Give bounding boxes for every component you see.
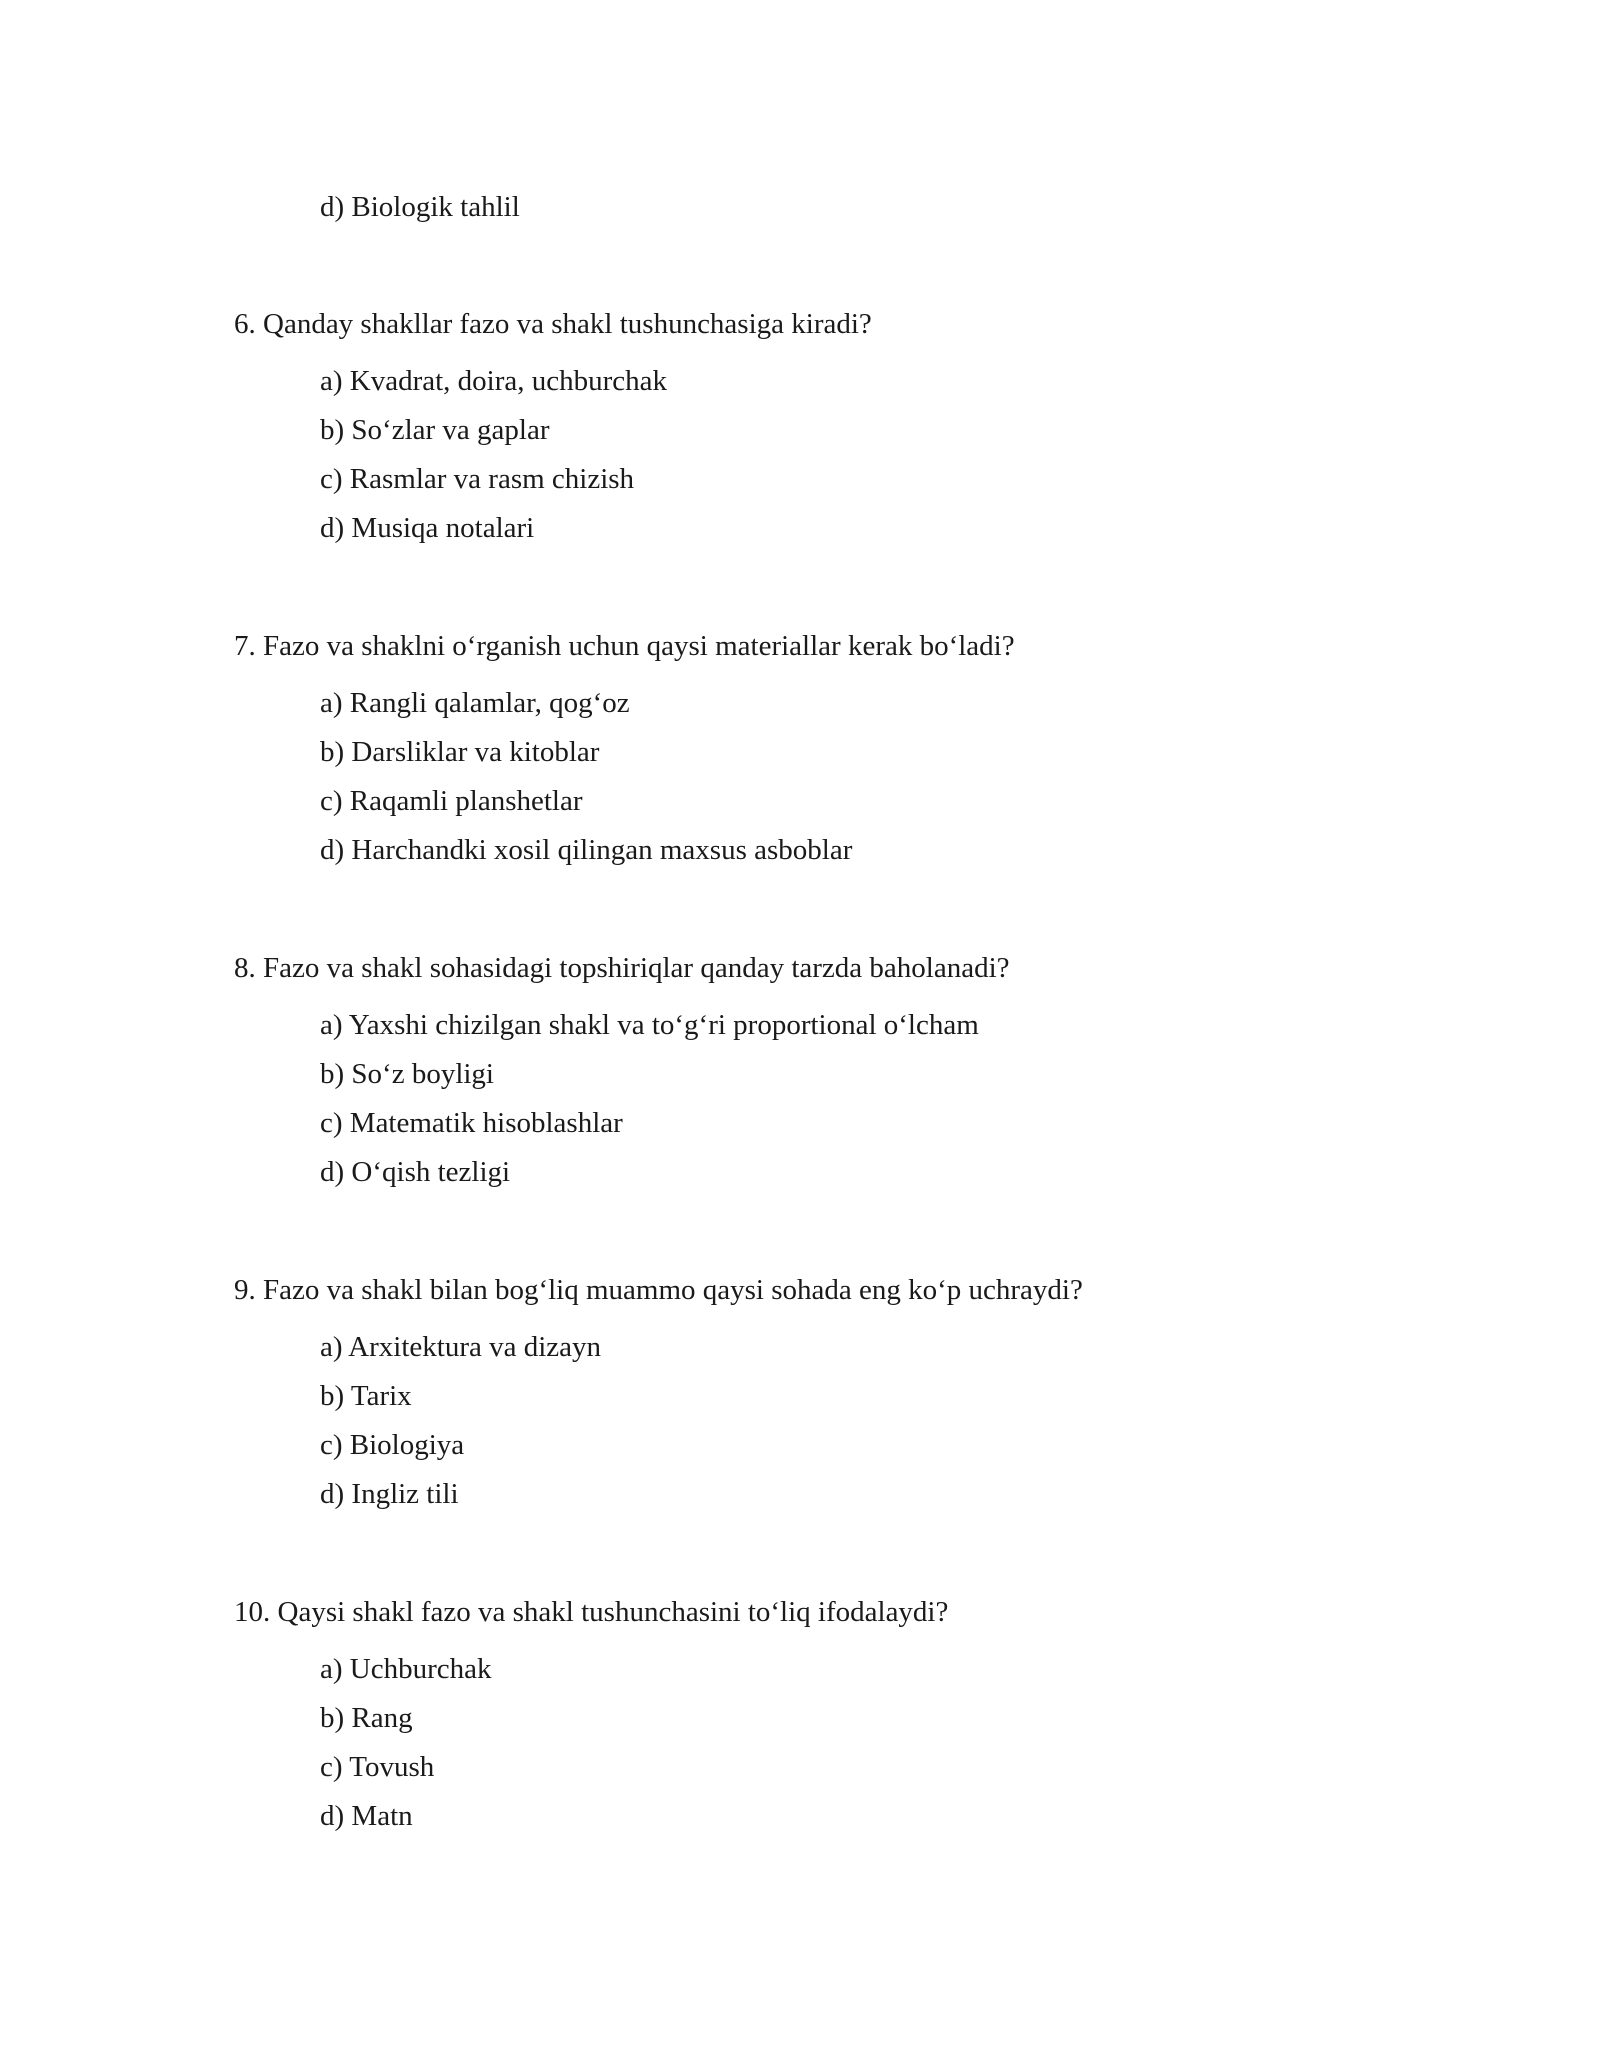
question-9-option-b: b) Tarix: [320, 1380, 412, 1412]
question-7: 7. Fazo va shaklni o‘rganish uchun qaysi materiallar kerak bo‘ladi?: [234, 630, 1015, 662]
question-10-option-c: c) Tovush: [320, 1751, 435, 1783]
carryover-option-d: d) Biologik tahlil: [320, 191, 520, 223]
question-10-option-d: d) Matn: [320, 1800, 413, 1832]
question-7-option-c: c) Raqamli planshetlar: [320, 785, 583, 817]
question-10: 10. Qaysi shakl fazo va shakl tushunchasini to‘liq ifodalaydi?: [234, 1596, 949, 1628]
question-7-option-a: a) Rangli qalamlar, qog‘oz: [320, 687, 630, 719]
question-10-option-b: b) Rang: [320, 1702, 413, 1734]
question-7-option-b: b) Darsliklar va kitoblar: [320, 736, 600, 768]
question-9: 9. Fazo va shakl bilan bog‘liq muammo qaysi sohada eng ko‘p uchraydi?: [234, 1274, 1083, 1306]
question-9-option-a: a) Arxitektura va dizayn: [320, 1331, 602, 1363]
question-9-option-c: c) Biologiya: [320, 1429, 465, 1461]
question-6: 6. Qanday shakllar fazo va shakl tushunchasiga kiradi?: [234, 308, 872, 340]
question-6-option-b: b) So‘zlar va gaplar: [320, 414, 550, 446]
question-6-option-d: d) Musiqa notalari: [320, 512, 535, 544]
question-8: 8. Fazo va shakl sohasidagi topshiriqlar qanday tarzda baholanadi?: [234, 952, 1010, 984]
question-9-option-d: d) Ingliz tili: [320, 1478, 459, 1510]
question-8-option-b: b) So‘z boyligi: [320, 1058, 494, 1090]
question-7-option-d: d) Harchandki xosil qilingan maxsus asboblar: [320, 834, 853, 866]
question-8-option-a: a) Yaxshi chizilgan shakl va to‘g‘ri proportional o‘lcham: [320, 1009, 979, 1041]
question-10-option-a: a) Uchburchak: [320, 1653, 492, 1685]
question-6-option-c: c) Rasmlar va rasm chizish: [320, 463, 635, 495]
question-6-option-a: a) Kvadrat, doira, uchburchak: [320, 365, 668, 397]
question-8-option-c: c) Matematik hisoblashlar: [320, 1107, 623, 1139]
question-8-option-d: d) O‘qish tezligi: [320, 1156, 511, 1188]
